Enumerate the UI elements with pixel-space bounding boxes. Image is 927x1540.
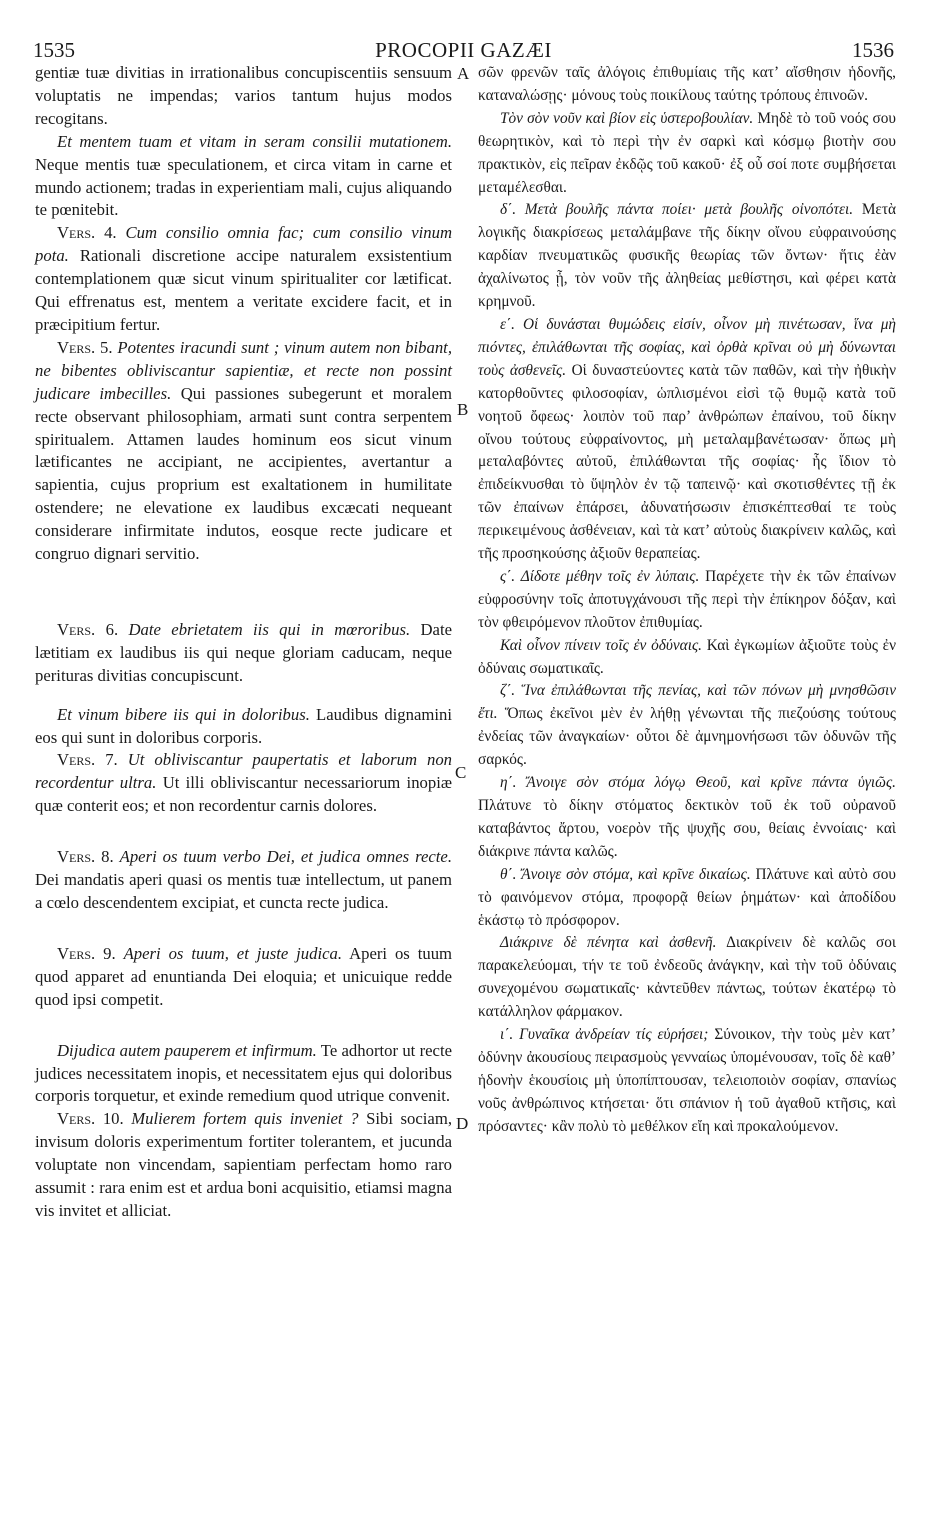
- greek-text: Οἱ δυναστεύοντες κατὰ τῶν παθῶν, καὶ τὴν ἠθικὴν κατορθοῦντες φιλοσοφίαν, ὡπλισμένοι εἰσὶ τῷ θυμῷ κατὰ τοῦ νοητοῦ ὄφεως· λοιπὸν τοῦ παρ’ ἀνθρώπων ἐπαίνου, τοῦ δίκην οἴνου τούτους εὐφραίνοντος, μὴ μεταλαμβανέτωσαν· ὅπως μὴ μεταλαβόντες αὐτοῦ, ἐπιλάθωνται τῆς σοφίας· ἧς ἴδιον τὸ ἐπιδείκνυσθαι τὸ ὕψηλὸν ἐν τῷ ταπεινῷ· καὶ σκοτισθέντες τῇ ἐκ τῶν ἐπαίνων ἐπάρσει, ἀδυνατήσωσιν ἐπισκέπτεσθαί τε τοὺς περικειμένους ἀσθένειαν, καὶ τὰ κατ’ αὐτοὺς διακρίνειν καλῶς, καὶ τῆς προσηκούσης ἀξιοῦν θεραπείας.: [478, 361, 897, 563]
- latin-text: Date lætitiam ex laudibus iis qui neque gloriam caducam, neque perituras divitias concupiscunt.: [35, 619, 453, 685]
- latin-text: Ut illi obliviscantur necessariorum inopiæ quæ conterit eos; et non recordentur carnis dolores.: [35, 773, 452, 816]
- right-page-number: 1536: [852, 38, 894, 62]
- greek-paragraph-3: [478, 199, 896, 314]
- greek-paragraph-7: [478, 680, 896, 772]
- latin-lemma: Cum consilio omnia fac; cum consilio vinum pota.: [35, 223, 453, 266]
- verse-label: Vers. 8.: [57, 847, 114, 867]
- greek-paragraph-11: [478, 1024, 896, 1139]
- latin-text: Te adhortor ut recte judices necessitatem inopis, et necessitatem ejus qui doloribus corporis torquetur, et exinde remedium quod utrique convenit.: [35, 1040, 452, 1106]
- greek-paragraph-8: [478, 772, 896, 864]
- greek-text: σῶν φρενῶν ταῖς ἀλόγοις ἐπιθυμίαις τῆς κατ’ αἴσθησιν ἡδονῆς, καταναλώσῃς· μόνους τοὺς ποικίλους ταύτης τρόπους ἐπινοῶν.: [478, 64, 896, 104]
- greek-text: Μετὰ λογικῆς διακρίσεως μεταλάμβανε τῆς δίκην οἴνου εὐφραινούσης καρδίαν πνευματικῶς φυσικῆς θεωρίας τῶν ὄντων· ἥτις ἐὰν ἀχαλίνωτος ᾖ, τὸν νοῦν τῆς ἀληθείας μεθίστησι, καὶ φέρει κατὰ κρημνοῦ.: [478, 201, 896, 311]
- greek-text: Πλάτυνε καὶ αὐτὸ σου τὸ φαινόμενον στόμα, προφορᾷ θείων ῥημάτων· καὶ ἀποδίδου ἑκάστῳ τὸ πρόσφορον.: [478, 865, 896, 929]
- verse-label: Vers. 6.: [57, 619, 119, 639]
- latin-lemma: Date ebrietatem iis qui in mœroribus.: [128, 619, 411, 639]
- column-gap: [35, 566, 452, 619]
- greek-lemma: θ΄. Ἄνοιγε σὸν στόμα, καὶ κρῖνε δικαίως.: [500, 865, 751, 883]
- greek-lemma: δ΄. Μετὰ βουλῆς πάντα ποίει· μετὰ βουλῆς οἰνοπότει.: [500, 201, 854, 219]
- greek-text: Πλάτυνε τὸ δίκην στόματος δεκτικὸν τοῦ ἐκ τοῦ οὐρανοῦ καταβάντος ἄρτου, νοερὸν τῆς ψυχῆς σου, θείαις ἐννοίαις· καὶ διάκρινε πάντα καλῶς.: [478, 797, 896, 860]
- latin-paragraph-4: [35, 337, 452, 566]
- latin-paragraph-8: [35, 846, 452, 915]
- latin-lemma: Aperi os tuum verbo Dei, et judica omnes recte.: [119, 847, 452, 867]
- column-gap: [35, 688, 452, 704]
- latin-paragraph-5: [35, 619, 452, 688]
- greek-column: [478, 62, 896, 1139]
- latin-lemma: Mulierem fortem quis inveniet ?: [131, 1109, 359, 1129]
- latin-lemma: Et vinum bibere iis qui in doloribus.: [57, 704, 310, 724]
- left-page-number: 1535: [33, 38, 75, 62]
- greek-lemma: Διάκρινε δὲ πένητα καὶ ἀσθενῆ.: [500, 934, 717, 952]
- latin-lemma: Dijudica autem pauperem et infirmum.: [57, 1040, 317, 1060]
- greek-text: Μηδὲ τὸ τοῦ νοός σου θεωρητικὸν, καὶ τὸ περὶ τὴν ἐν σαρκὶ καὶ κόσμῳ βιοτὴν σου πρακτικὸν, εἰς πεῖραν ἐκδῷς τοῦ κακοῦ· ἐξ οὗ σοί ποτε συμβήσεται μεταμέλεσθαι.: [478, 109, 897, 196]
- latin-paragraph-11: [35, 1108, 452, 1223]
- greek-paragraph-10: [478, 932, 896, 1024]
- latin-text: Qui passiones subegerunt et moralem recte observant philosophiam, armati sunt contra serpentem spiritualem. Attamen laudes hominum eos sicut vinum lætificantes ne accipiant, ne accipientes, avertantur a sapientia, cujus proprium est exaltationem in humilitate ostendere; ne elevatione ex laudibus excæcati nequeant considerare infirmitate indutos, eosque recte judicare et congruo dignari servitio.: [35, 383, 453, 564]
- greek-lemma: Τὸν σὸν νοῦν καὶ βίον εἰς ὑστεροβουλίαν.: [500, 109, 754, 127]
- greek-paragraph-5: [478, 566, 896, 635]
- latin-text: Dei mandatis aperi quasi os mentis tuæ intellectum, ut panem a cœlo descendentem excipiat, et cuncta recte judica.: [35, 870, 452, 912]
- verse-label: Vers. 4.: [57, 223, 117, 243]
- greek-text: Παρέχετε τὴν ἐκ τῶν ἐπαίνων εὐφροσύνην τοῖς ἀποτυγχάνουσι τῆς περὶ τὴν ἐπίκηρον δόξαν, καὶ τὸν φθειρόμενον πλοῦτον ἐπιθυμίας.: [478, 567, 896, 631]
- greek-text: Καὶ ἐγκωμίων ἀξιοῦτε τοὺς ἐν ὀδύναις σωματικαῖς.: [478, 636, 897, 677]
- latin-text: Neque mentis tuæ speculationem, et circa vitam in carne et mundo actionem; tradas in experientiam mali, cujus aliquando te pœnitebit.: [35, 154, 452, 220]
- verse-label: Vers. 5.: [57, 337, 113, 357]
- greek-paragraph-2: [478, 108, 896, 200]
- latin-text: Rationali discretione accipe naturalem exsistentium contemplationem quæ sicut vinum spiritualiter cor lætificat. Qui effrenatus est, mentem a veritate excidere facit, et in præcipitium fertur.: [35, 246, 452, 334]
- greek-text: Διακρίνειν δὲ καλῶς σοι παρακελεύομαι, τήν τε τοῦ ἐνδεοῦς ἀνάγκην, καὶ τὴν τοῦ ὀδύναις συνεχομένου σωματικαῖς· κἀντεῦθεν πάντως, τούτων ἑκατέρῳ τὸ κατάλληλον φάρμακον.: [478, 934, 896, 1021]
- running-title: PROCOPII GAZÆI: [375, 38, 552, 62]
- margin-letter-c: C: [455, 763, 467, 782]
- greek-lemma: ς΄. Δίδοτε μέθην τοῖς ἐν λύπαις.: [500, 567, 700, 585]
- latin-paragraph-9: [35, 943, 452, 1012]
- latin-text: Aperi os tuum quod apparet ad enuntianda Dei eloquia; et unicuique redde quod ipsi competit.: [35, 943, 453, 1009]
- latin-paragraph-7: [35, 749, 452, 818]
- greek-paragraph-4: [478, 314, 896, 566]
- greek-paragraph-9: [478, 864, 896, 933]
- greek-paragraph-1: [478, 62, 896, 108]
- latin-column: [35, 62, 452, 1223]
- margin-letter-a: A: [457, 64, 470, 83]
- greek-text: Ὅπως ἐκεῖνοι μὲν ἐν λήθῃ γένωνται τῆς πιεζούσης τούτους ἐνδείας τῶν ἀναγκαίων· οὗτοι δὲ ἀμνημονήσωσι τῶν ὀδυνῶν τῆς σαρκός.: [478, 705, 896, 769]
- latin-text: Sibi sociam, invisum doloris experimentum fortiter tolerantem, et jucunda voluptate non vincendam, sapientiam perfectam homo raro assumit : rara enim est et ardua boni acquisitio, etiamsi magna vis invitet et alliciat.: [35, 1109, 452, 1220]
- latin-paragraph-6: [35, 704, 452, 750]
- greek-lemma: ι΄. Γυναῖκα ἀνδρείαν τίς εὑρήσει;: [500, 1026, 709, 1044]
- verse-label: Vers. 7.: [57, 750, 118, 770]
- latin-paragraph-3: [35, 222, 452, 337]
- column-gap: [35, 915, 452, 943]
- greek-lemma: ε΄. Οἱ δυνάσται θυμώδεις εἰσίν, οἶνον μὴ πινέτωσαν, ἵνα μὴ πιόντες, ἐπιλάθωνται τῆς σοφίας, καὶ ὀρθὰ κρῖναι οὐ μὴ δύνωνται τοὺς ἀσθενεῖς.: [478, 315, 896, 379]
- column-gap: [35, 818, 452, 846]
- latin-lemma: Ut obliviscantur paupertatis et laborum non recordentur ultra.: [35, 750, 453, 793]
- greek-paragraph-6: [478, 635, 896, 681]
- latin-lemma: Et mentem tuam et vitam in seram consilii mutationem.: [57, 131, 452, 151]
- latin-lemma: Aperi os tuum, et juste judica.: [123, 943, 343, 963]
- greek-text: Σύνοικον, τὴν τοὺς μὲν κατ’ ὀδύνην ἀκουσίους πειρασμοὺς γενναίως ὑπομένουσαν, τοῖς δὲ καθ’ ἡδονὴν ἑκουσίοις μὴ ὑποπίπτουσαν, τελειοποιὸν σοφίαν, σπανίως νοῦς ἀνθρώπινος κτήσεται· ὅτι σπάνιον ἡ τοῦ ἀγαθοῦ κτῆσις, καὶ πρόσαντες· κἂν πολὺ τὸ μεθέλκον εἴη καὶ προκαλούμενον.: [478, 1026, 896, 1135]
- latin-lemma: Potentes iracundi sunt ; vinum autem non bibant, ne bibentes obliviscantur sapientiæ, et recte non possint judicare imbecilles.: [35, 337, 452, 403]
- margin-letter-b: B: [457, 400, 469, 419]
- greek-lemma: Καὶ οἶνον πίνειν τοῖς ἐν ὀδύναις.: [500, 636, 702, 654]
- verse-label: Vers. 10.: [57, 1109, 124, 1129]
- margin-letter-d: D: [456, 1114, 469, 1133]
- verse-label: Vers. 9.: [57, 943, 116, 963]
- latin-text: gentiæ tuæ divitias in irrationalibus concupiscentiis sensuum voluptatis ne impendas; varios tantum hujus modos recogitans.: [35, 63, 452, 128]
- greek-lemma: ζ΄. Ἵνα ἐπιλάθωνται τῆς πενίας, καὶ τῶν πόνων μὴ μνησθῶσιν ἔτι.: [478, 682, 896, 723]
- latin-paragraph-1: [35, 62, 452, 131]
- latin-text: Laudibus dignamini eos qui sunt in doloribus corporis.: [35, 704, 452, 747]
- latin-paragraph-2: [35, 131, 452, 223]
- latin-paragraph-10: [35, 1040, 452, 1109]
- column-gap: [35, 1012, 452, 1040]
- greek-lemma: η΄. Ἄνοιγε σὸν στόμα λόγῳ Θεοῦ, καὶ κρῖνε πάντα ὑγιῶς.: [500, 774, 896, 792]
